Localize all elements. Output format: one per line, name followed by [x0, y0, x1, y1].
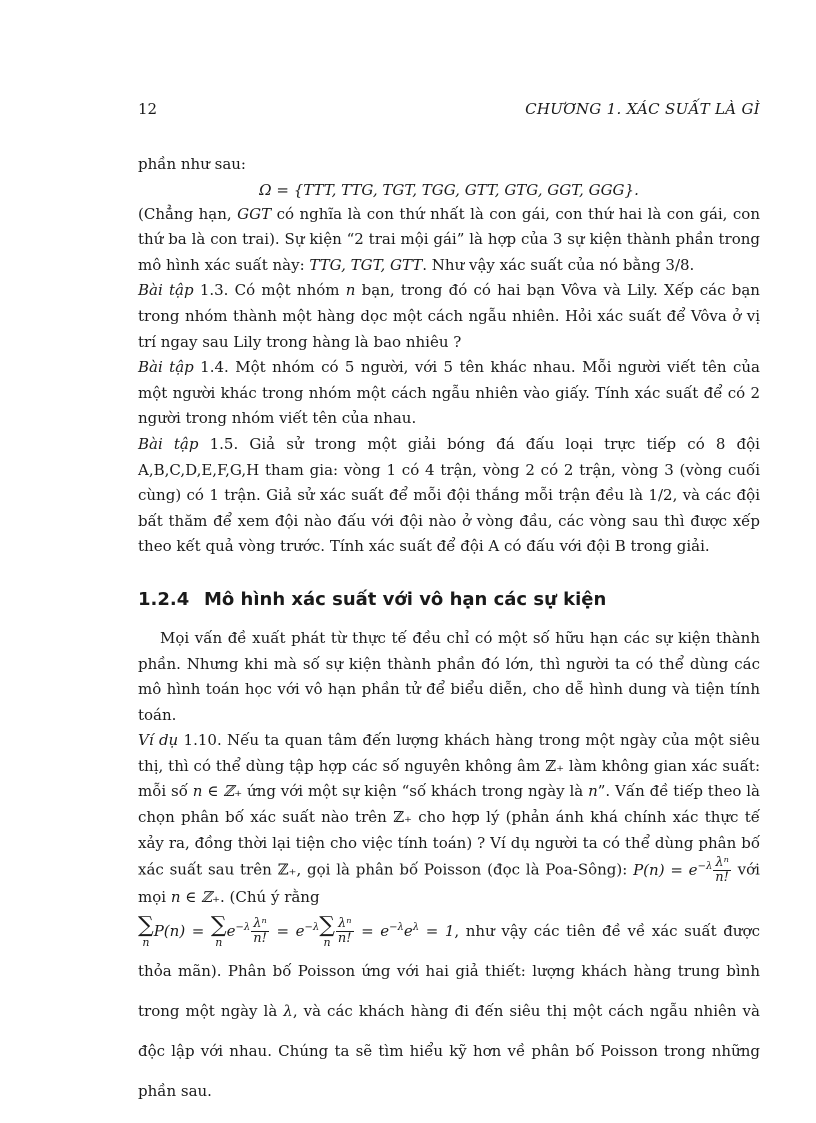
example-1-10: Ví dụ 1.10. Nếu ta quan tâm đến lượng khách hàng trong một ngày của một siêu thị, thì có thể dùng tập hợp các số nguyên không âm ℤ₊ làm không gian xác suất: mỗi số n ∈ ℤ₊ ứng với một sự kiện “số khách trong ngày là n”. Vấn đề tiếp theo là chọn phân bố xác suất nào trên ℤ₊ cho hợp lý (phản ánh khá chính xác thực tế xảy ra, đồng thời lại tiện cho việc tính toán) ? Ví dụ người ta có thể dùng phân bố xác suất sau trên ℤ₊, gọi là phân bố Poisson (đọc là Poa-Sông): $P(n) = e^{-\lambda}$ $\frac{\text{λⁿ}}{n!}$ với mọi n ∈ ℤ₊. (Chú ý rằng [138, 731, 761, 907]
section-number: 1.2.4 [138, 588, 190, 610]
section-heading [138, 588, 760, 612]
omega-equation: Ω = {TTT, TTG, TGT, TGG, GTT, GTG, GGT, GGG}. [259, 180, 639, 199]
example-sum-line: ∑ n P(n) = ∑ n $e^{-\lambda}$ $\frac{\text{λⁿ}}{n!}$ = $e^{-\lambda}$ ∑ n $\frac{\text{λⁿ}}{n!}$ = $e^{-\lambda}e^\lambda = 1$, như vậy các tiên đề về xác suất được thỏa mãn). Phân bố Poisson ứng với hai giả thiết: lượng khách hàng trung bình trong một ngày là λ, và các khách hàng đi đến siêu thị một cách ngẫu nhiên và độc lập với nhau. Chúng ta sẽ tìm hiểu kỹ hơn về phân bố Poisson trong những phần sau. [138, 912, 760, 1100]
running-header [138, 100, 760, 120]
section-title: Mô hình xác suất với vô hạn các sự kiện [204, 588, 607, 610]
body-text [138, 152, 760, 1111]
exercise-1-5: Bài tập 1.5. Giả sử trong một giải bóng đá đấu loại trực tiếp có 8 đội A,B,C,D,E,F,G,H tham gia: vòng 1 có 4 trận, vòng 2 có 2 trận, vòng 3 (vòng cuối cùng) có 1 trận. Giả sử xác suất để mỗi đội thắng mỗi trận đều là 1/2, và các đội bất thăm để xem đội nào đấu với đội nào ở vòng đầu, các vòng sau thì được xếp theo kết quả vòng trước. Tính xác suất để đội A có đấu với đội B trong giải. [138, 434, 760, 556]
paragraph-example-explanation: (Chẳng hạn, GGT có nghĩa là con thứ nhất là con gái, con thứ hai là con gái, con thứ ba là con trai). Sự kiện “2 trai mội gái” là hợp của 3 sự kiện thành phần trong mô hình xác suất này: TTG, TGT, GTT. Như vậy xác suất của nó bằng 3/8. [138, 204, 760, 274]
page-number: 12 [138, 100, 158, 118]
section-paragraph: Mọi vấn đề xuất phát từ thực tế đều chỉ có một số hữu hạn các sự kiện thành phần. Nhưng khi mà số sự kiện thành phần đó lớn, thì người ta có thể dùng các mô hình toán học với vô hạn phần tử để biểu diễn, cho dễ hình dung và tiện tính toán. [138, 628, 760, 724]
lead-text: phần như sau: [138, 155, 246, 173]
chapter-title: CHƯƠNG 1. XÁC SUẤT LÀ GÌ [525, 100, 760, 118]
poisson-formula: $P(n) = e^{-\lambda}$ $\frac{\text{λⁿ}}{n!}$ [633, 855, 729, 886]
exercise-1-3: Bài tập 1.3. Có một nhóm n bạn, trong đó có hai bạn Vôva và Lily. Xếp các bạn trong nhóm thành một hàng dọc một cách ngẫu nhiên. Hỏi xác suất để Vôva ở vị trí ngay sau Lily trong hàng là bao nhiêu ? [138, 281, 760, 351]
exercise-1-4: Bài tập 1.4. Một nhóm có 5 người, với 5 tên khác nhau. Mỗi người viết tên của một người khác trong nhóm một cách ngẫu nhiên vào giấy. Tính xác suất để có 2 người trong nhóm viết tên của nhau. [138, 358, 760, 428]
